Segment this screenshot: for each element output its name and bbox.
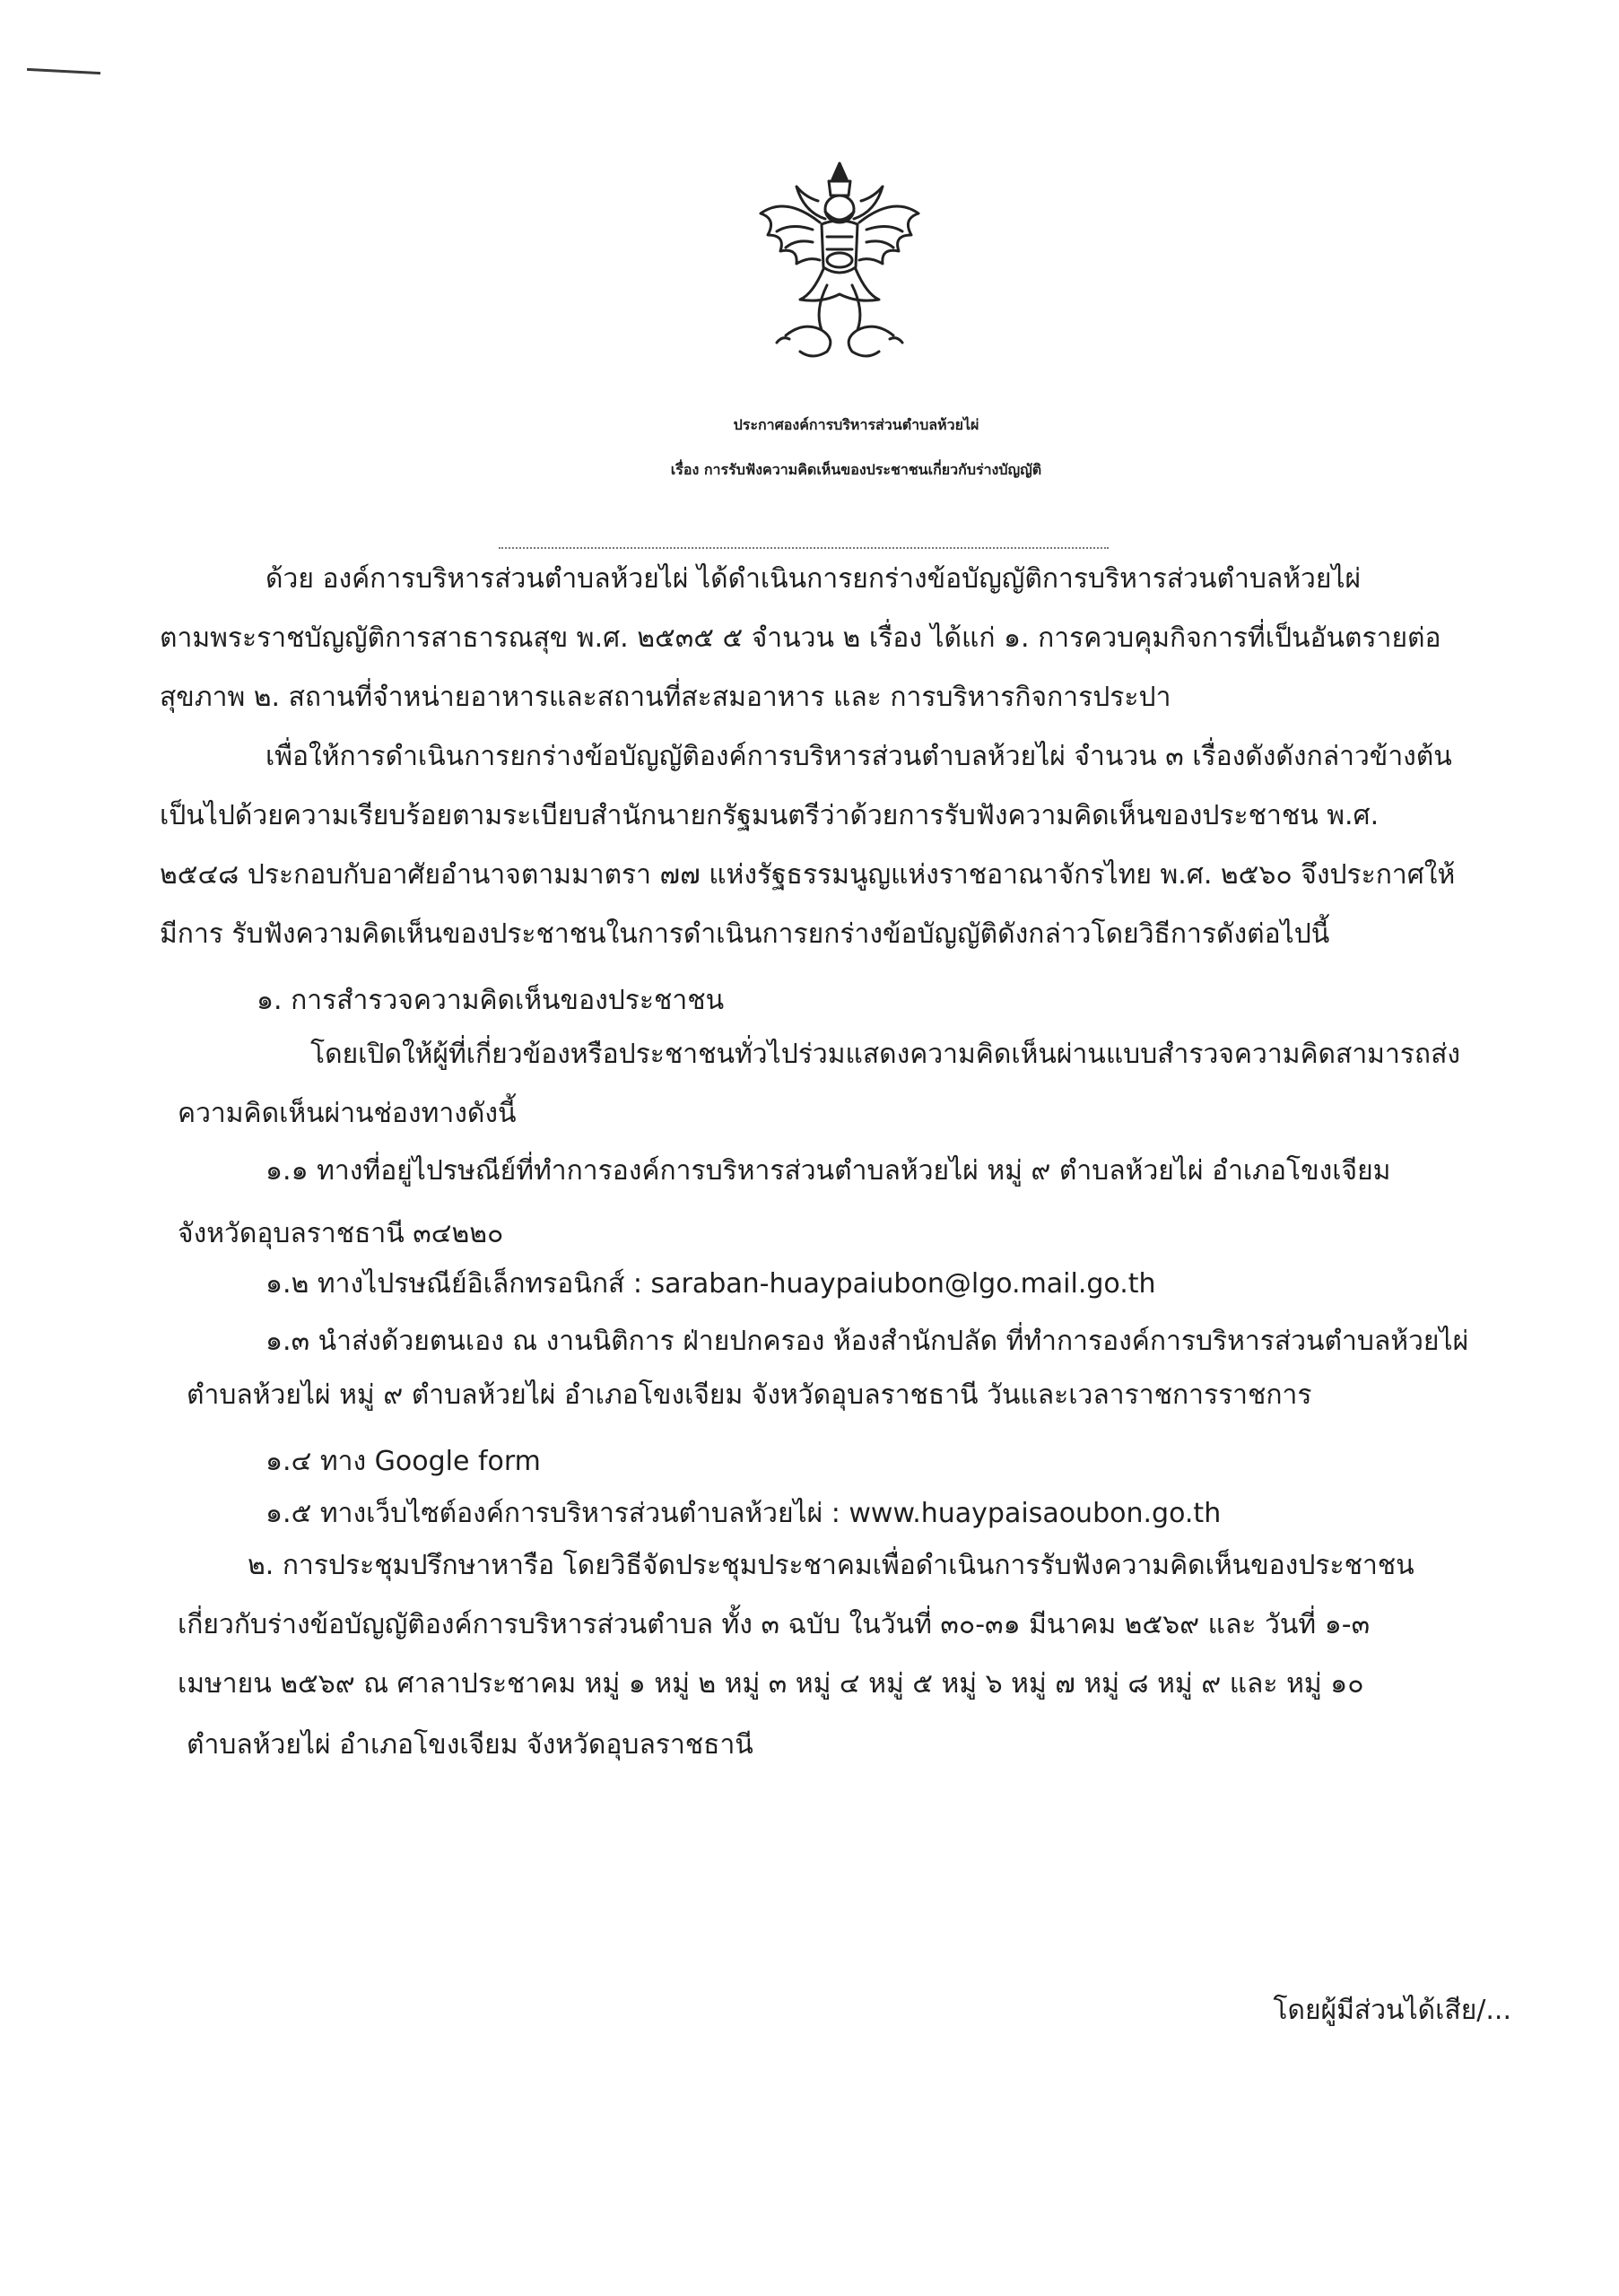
paragraph-2-line-4: มีการ รับฟังความคิดเห็นของประชาชนในการดำเนินการยกร่างข้อบัญญัติดังกล่าวโดยวิธีการดังต่อไปนี้ <box>160 918 1330 950</box>
paragraph-2-line-1: เพื่อให้การดำเนินการยกร่างข้อบัญญัติองค์การบริหารส่วนตำบลห้วยไผ่ จำนวน ๓ เรื่องดังดังกล่าวข้างต้น <box>265 741 1452 772</box>
item-1-3-line-1: ๑.๓ นำส่งด้วยตนเอง ณ งานนิติการ ฝ่ายปกครอง ห้องสำนักปลัด ที่ทำการองค์การบริหารส่วนตำบลห้วยไผ่ <box>265 1326 1469 1357</box>
section-2-line-1: ๒. การประชุมปรึกษาหารือ โดยวิธีจัดประชุมประชาคมเพื่อดำเนินการรับฟังความคิดเห็นของประชาชน <box>248 1550 1414 1581</box>
item-1-2: ๑.๒ ทางไปรษณีย์อิเล็กทรอนิกส์ : saraban-huaypaiubon@lgo.mail.go.th <box>265 1268 1156 1300</box>
paragraph-2-line-3: ๒๕๔๘ ประกอบกับอาศัยอำนาจตามมาตรา ๗๗ แห่งรัฐธรรมนูญแห่งราชอาณาจักรไทย พ.ศ. ๒๕๖๐ จึงประกาศให้ <box>160 859 1456 891</box>
paragraph-2-line-2: เป็นไปด้วยความเรียบร้อยตามระเบียบสำนักนายกรัฐมนตรีว่าด้วยการรับฟังความคิดเห็นของประชาชน พ.ศ. <box>160 800 1380 831</box>
item-1-4: ๑.๔ ทาง Google form <box>265 1446 541 1477</box>
section-1-heading: ๑. การสำรวจความคิดเห็นของประชาชน <box>257 985 725 1016</box>
document-title: ประกาศองค์การบริหารส่วนตำบลห้วยไผ่ <box>733 416 979 433</box>
section-1-line-2: ความคิดเห็นผ่านช่องทางดังนี้ <box>178 1098 517 1129</box>
scan-mark <box>27 68 100 74</box>
item-1-3-line-2: ตำบลห้วยไผ่ หมู่ ๙ ตำบลห้วยไผ่ อำเภอโขงเจียม จังหวัดอุบลราชธานี วันและเวลาราชการราชการ <box>187 1379 1312 1411</box>
section-2-line-4: ตำบลห้วยไผ่ อำเภอโขงเจียม จังหวัดอุบลราชธานี <box>187 1729 753 1761</box>
paragraph-1-line-2: ตามพระราชบัญญัติการสาธารณสุข พ.ศ. ๒๕๓๕ ๕ จำนวน ๒ เรื่อง ได้แก่ ๑. การควบคุมกิจการที่เป็นอันตรายต่อ <box>160 622 1441 654</box>
garuda-emblem-icon <box>750 160 929 366</box>
document-subject: เรื่อง การรับฟังความคิดเห็นของประชาชนเกี่ยวกับร่างบัญญัติ <box>670 461 1042 478</box>
section-2-line-2: เกี่ยวกับร่างข้อบัญญัติองค์การบริหารส่วนตำบล ทั้ง ๓ ฉบับ ในวันที่ ๓๐-๓๑ มีนาคม ๒๕๖๙ และ วันที่ ๑-๓ <box>178 1609 1371 1640</box>
title-divider <box>499 547 1109 549</box>
paragraph-1-line-3: สุขภาพ ๒. สถานที่จำหน่ายอาหารและสถานที่สะสมอาหาร และ การบริหารกิจการประปา <box>160 682 1171 713</box>
item-1-5: ๑.๕ ทางเว็บไซต์องค์การบริหารส่วนตำบลห้วยไผ่ : www.huaypaisaoubon.go.th <box>265 1498 1222 1529</box>
section-1-line-1: โดยเปิดให้ผู้ที่เกี่ยวข้องหรือประชาชนทั่วไปร่วมแสดงความคิดเห็นผ่านแบบสำรวจความคิดสามารถส่ง <box>310 1039 1461 1070</box>
paragraph-1-line-1: ด้วย องค์การบริหารส่วนตำบลห้วยไผ่ ได้ดำเนินการยกร่างข้อบัญญัติการบริหารส่วนตำบลห้วยไผ่ <box>265 563 1362 595</box>
item-1-1-line-1: ๑.๑ ทางที่อยู่ไปรษณีย์ที่ทำการองค์การบริหารส่วนตำบลห้วยไผ่ หมู่ ๙ ตำบลห้วยไผ่ อำเภอโขงเจียม <box>265 1155 1391 1187</box>
page-continuation: โดยผู้มีส่วนได้เสีย/... <box>1273 1995 1511 2026</box>
section-2-line-3: เมษายน ๒๕๖๙ ณ ศาลาประชาคม หมู่ ๑ หมู่ ๒ หมู่ ๓ หมู่ ๔ หมู่ ๕ หมู่ ๖ หมู่ ๗ หมู่ ๘ หมู่ ๙ และ หมู่ ๑๐ <box>178 1668 1364 1700</box>
item-1-1-line-2: จังหวัดอุบลราชธานี ๓๔๒๒๐ <box>178 1218 504 1249</box>
